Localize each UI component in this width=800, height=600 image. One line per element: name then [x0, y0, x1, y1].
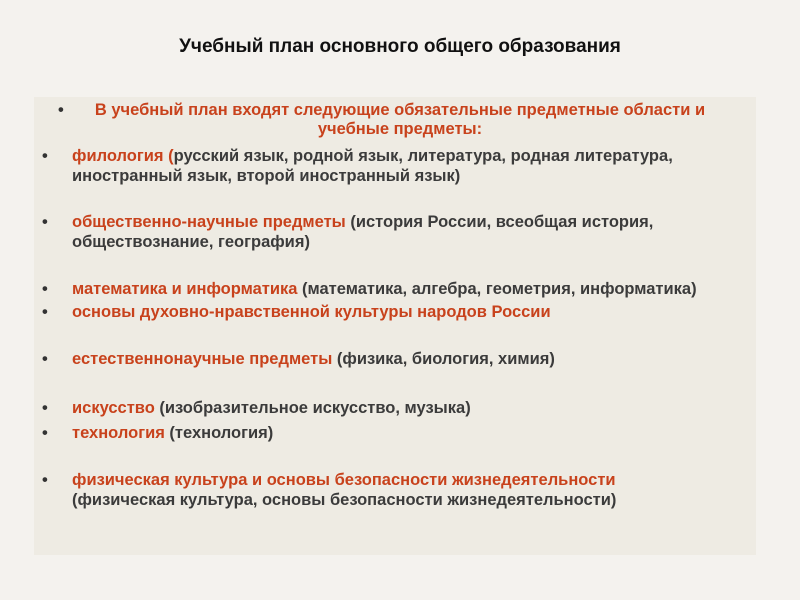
bullet: • — [42, 213, 48, 231]
list-item-natural-science — [42, 349, 762, 369]
subject-area: общественно-научные предметы — [72, 213, 346, 231]
bullet: • — [42, 399, 48, 417]
slide-title: Учебный план основного общего образования — [179, 36, 621, 57]
bullet: • — [42, 303, 48, 321]
subject-list: (история России, всеобщая история, обществознание, география) — [72, 213, 654, 251]
subject-list: (математика, алгебра, геометрия, информатика) — [297, 280, 697, 298]
bullet: • — [42, 147, 48, 165]
list-item-social-science — [42, 212, 762, 252]
list-item-philology — [42, 146, 762, 186]
list-item-technology — [42, 423, 762, 443]
bullet: • — [42, 471, 48, 489]
subject-area: искусство — [72, 399, 155, 417]
subject-list: (физика, биология, химия) — [332, 350, 555, 368]
subject-area: математика и информатика — [72, 280, 298, 298]
intro-bullet: • — [58, 101, 64, 119]
bullet: • — [42, 424, 48, 442]
bullet: • — [42, 350, 48, 368]
intro-text — [60, 101, 740, 139]
list-item-physical-education — [42, 470, 712, 510]
subject-area: физическая культура и основы безопасности жизнедеятельности — [72, 471, 616, 489]
list-item-math-informatics — [42, 279, 762, 299]
intro-label: В учебный план входят следующие обязательные предметные области и учебные предметы: — [94, 101, 706, 138]
list-item-art — [42, 398, 762, 418]
subject-list: (технология) — [164, 424, 274, 442]
subject-area: технология — [72, 424, 165, 442]
subject-area: филология ( — [72, 147, 174, 165]
subject-area: естественнонаучные предметы — [72, 350, 333, 368]
subject-list: (изобразительное искусство, музыка) — [154, 399, 471, 417]
subject-list: (физическая культура, основы безопасности жизнедеятельности) — [72, 491, 617, 509]
subject-list: русский язык, родной язык, литература, родная литература, иностранный язык, второй иностранный язык) — [72, 147, 673, 185]
list-item-spiritual-moral — [42, 302, 762, 322]
bullet: • — [42, 280, 48, 298]
subject-area: основы духовно-нравственной культуры народов России — [72, 303, 551, 321]
